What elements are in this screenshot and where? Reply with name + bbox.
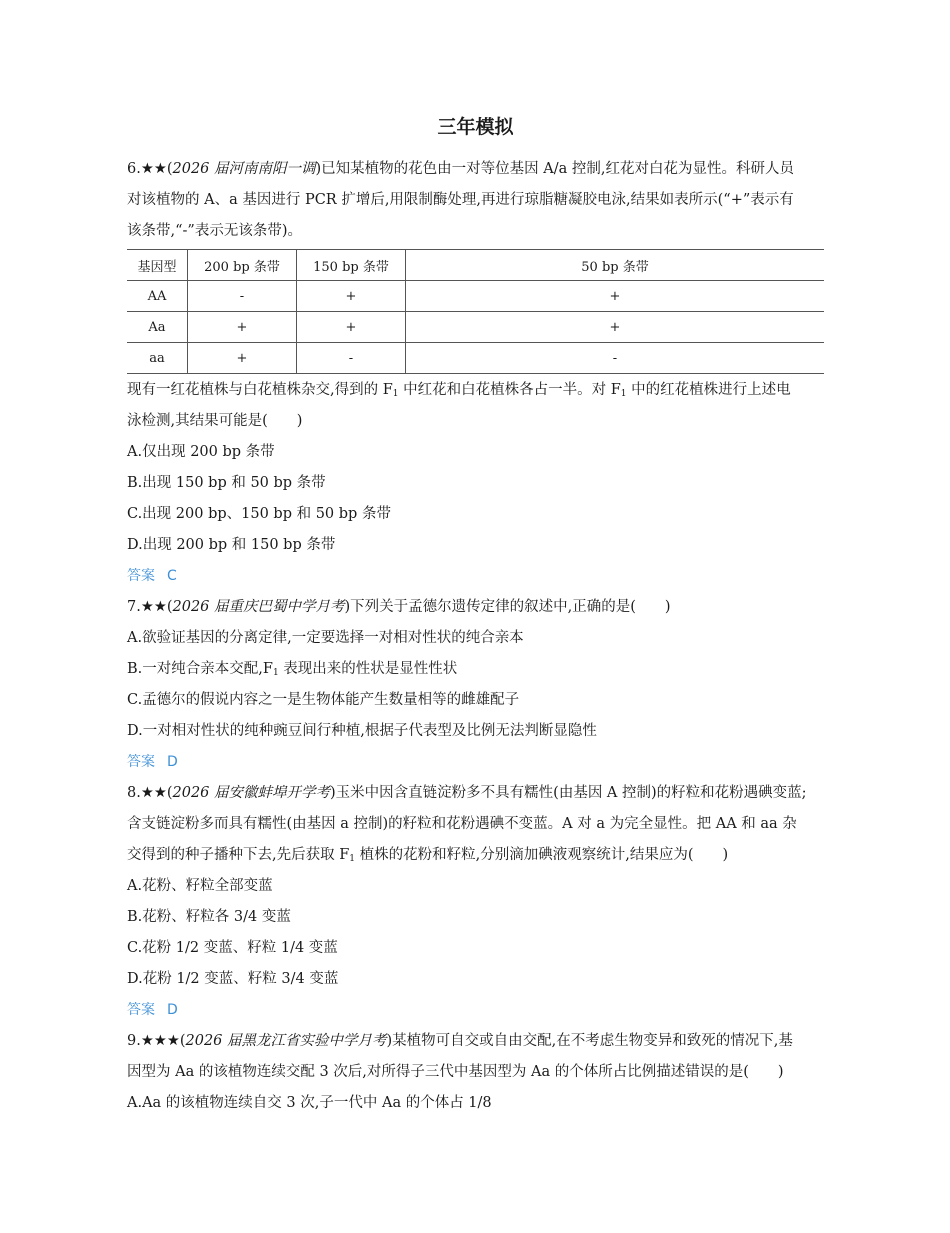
question-9-stem-line-2: 因型为 Aa 的该植物连续交配 3 次后,对所得子三代中基因型为 Aa 的个体所占比例描述错误的是( ) bbox=[127, 1064, 784, 1080]
question-7-stem: 7.★★(2026 届重庆巴蜀中学月考)下列关于孟德尔遗传定律的叙述中,正确的是( ) bbox=[127, 599, 671, 615]
question-6-option-c: C.出现 200 bp、150 bp 和 50 bp 条带 bbox=[127, 506, 391, 522]
question-6-answer: 答案 C bbox=[127, 568, 177, 584]
section-title: 三年模拟 bbox=[437, 116, 514, 138]
question-8-answer: 答案 D bbox=[127, 1002, 178, 1018]
question-8 bbox=[127, 778, 824, 1026]
table-row bbox=[127, 312, 824, 343]
question-8-stem-line-1: 8.★★(2026 届安徽蚌埠开学考)玉米中因含直链淀粉多不具有糯性(由基因 A 控制)的籽粒和花粉遇碘变蓝; bbox=[127, 785, 807, 801]
table-row bbox=[127, 281, 824, 312]
question-6-after-line-2: 泳检测,其结果可能是( ) bbox=[127, 413, 303, 429]
table-cell: + bbox=[406, 281, 825, 312]
table-cell: + bbox=[297, 281, 406, 312]
question-6-option-b: B.出现 150 bp 和 50 bp 条带 bbox=[127, 475, 326, 491]
question-8-option-b: B.花粉、籽粒各 3/4 变蓝 bbox=[127, 909, 291, 925]
table-cell: + bbox=[188, 312, 297, 343]
table-cell: aa bbox=[127, 343, 188, 374]
question-8-option-d: D.花粉 1/2 变蓝、籽粒 3/4 变蓝 bbox=[127, 971, 339, 987]
question-7-option-a: A.欲验证基因的分离定律,一定要选择一对相对性状的纯合亲本 bbox=[127, 630, 524, 646]
question-7-answer: 答案 D bbox=[127, 754, 178, 770]
table-header-row bbox=[127, 250, 824, 281]
table-header-cell: 200 bp 条带 bbox=[188, 250, 297, 281]
table-cell: - bbox=[297, 343, 406, 374]
question-6-option-a: A.仅出现 200 bp 条带 bbox=[127, 444, 275, 460]
question-8-stem-line-2: 含支链淀粉多而具有糯性(由基因 a 控制)的籽粒和花粉遇碘不变蓝。A 对 a 为完全显性。把 AA 和 aa 杂 bbox=[127, 816, 797, 832]
question-source: 2026 届黑龙江省实验中学月考 bbox=[185, 1033, 387, 1049]
question-7-option-c: C.孟德尔的假说内容之一是生物体能产生数量相等的雌雄配子 bbox=[127, 692, 520, 708]
table-header-cell: 基因型 bbox=[127, 250, 188, 281]
question-8-stem-line-3: 交得到的种子播种下去,先后获取 $F_1$ 植株的花粉和籽粒,分别滴加碘液观察统计,结果应为( ) bbox=[127, 847, 729, 864]
question-8-option-c: C.花粉 1/2 变蓝、籽粒 1/4 变蓝 bbox=[127, 940, 338, 956]
question-6-stem-line-3: 该条带,“-”表示无该条带)。 bbox=[127, 223, 302, 239]
question-7 bbox=[127, 592, 824, 778]
question-9-option-a: A.Aa 的该植物连续自交 3 次,子一代中 Aa 的个体占 1/8 bbox=[127, 1095, 492, 1111]
question-6 bbox=[127, 154, 824, 592]
table-cell: + bbox=[406, 312, 825, 343]
electrophoresis-table bbox=[127, 249, 824, 374]
question-6-option-d: D.出现 200 bp 和 150 bp 条带 bbox=[127, 537, 336, 553]
question-source: 2026 届河南南阳一调 bbox=[172, 161, 316, 177]
answer-value: D bbox=[167, 754, 178, 770]
question-6-stem-line-1: 6.★★(2026 届河南南阳一调)已知某植物的花色由一对等位基因 A/a 控制,红花对白花为显性。科研人员 bbox=[127, 161, 794, 177]
question-7-option-b: B.一对纯合亲本交配$,F_1$ 表现出来的性状是显性性状 bbox=[127, 661, 458, 678]
question-6-stem-line-2: 对该植物的 A、a 基因进行 PCR 扩增后,用限制酶处理,再进行琼脂糖凝胶电泳,结果如表所示(“+”表示有 bbox=[127, 192, 794, 208]
exam-page bbox=[127, 112, 824, 1119]
question-9 bbox=[127, 1026, 824, 1119]
table-cell: - bbox=[406, 343, 825, 374]
table-header-cell: 150 bp 条带 bbox=[297, 250, 406, 281]
table-cell: + bbox=[297, 312, 406, 343]
question-6-after-line-1: 现有一红花植株与白花植株杂交,得到的 $F_1$ 中红花和白花植株各占一半。对 $F_1$ 中的红花植株进行上述电 bbox=[127, 382, 791, 399]
question-8-option-a: A.花粉、籽粒全部变蓝 bbox=[127, 878, 273, 894]
table-cell: - bbox=[188, 281, 297, 312]
table-cell: + bbox=[188, 343, 297, 374]
table-cell: AA bbox=[127, 281, 188, 312]
table-header-cell: 50 bp 条带 bbox=[406, 250, 825, 281]
question-7-option-d: D.一对相对性状的纯种豌豆间行种植,根据子代表型及比例无法判断显隐性 bbox=[127, 723, 597, 739]
table-cell: Aa bbox=[127, 312, 188, 343]
question-source: 2026 届安徽蚌埠开学考 bbox=[172, 785, 331, 801]
table-row bbox=[127, 343, 824, 374]
answer-value: D bbox=[167, 1002, 178, 1018]
question-9-stem-line-1: 9.★★★(2026 届黑龙江省实验中学月考)某植物可自交或自由交配,在不考虑生物变异和致死的情况下,基 bbox=[127, 1033, 793, 1049]
question-source: 2026 届重庆巴蜀中学月考 bbox=[172, 599, 345, 615]
answer-value: C bbox=[167, 568, 177, 584]
